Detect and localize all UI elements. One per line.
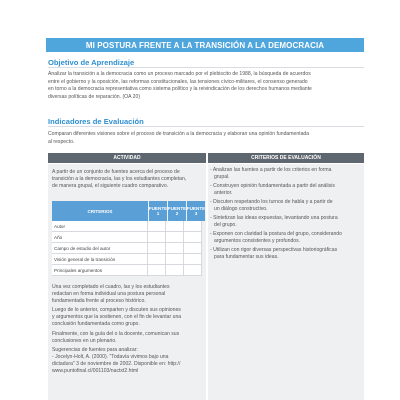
activity-column-header: ACTIVIDAD: [48, 153, 206, 163]
comparison-row: [52, 221, 202, 232]
objective-rule: [48, 67, 364, 68]
comparison-header-criteria: CRITERIOS: [52, 201, 149, 221]
activity-line: Sugerencias de fuentes para analizar:: [52, 347, 138, 354]
comparison-row-label: Principales argumentos: [52, 265, 148, 276]
activity-line: dictadura" 3 de noviembre de 2002. Disponible en: http://: [52, 360, 181, 367]
criteria-line: un diálogo constructivo.: [214, 205, 268, 212]
indicators-rule: [48, 126, 364, 127]
comparison-cell[interactable]: [184, 254, 202, 265]
criteria-item: [210, 167, 362, 181]
comparison-cell[interactable]: [166, 221, 184, 232]
comparison-cell[interactable]: [184, 232, 202, 243]
criteria-item: [210, 247, 362, 261]
page-title: MI POSTURA FRENTE A LA TRANSICIÓN A LA DEMOCRACIA: [46, 38, 364, 52]
criteria-line: - Sintetizan las ideas expuestas, levantando una postura: [210, 215, 338, 222]
comparison-row-label: Autor: [52, 221, 148, 232]
activity-line: Una vez completado el cuadro, las y los estudiantes: [52, 284, 170, 290]
comparison-cell[interactable]: [148, 254, 166, 265]
objective-heading: Objetivo de Aprendizaje: [48, 58, 135, 67]
criteria-line: argumentos consistentes y profundos.: [214, 238, 301, 245]
criteria-column-header: CRITERIOS DE EVALUACIÓN: [208, 153, 364, 163]
objective-line: diversas políticas de reparación. (OA 20): [48, 93, 141, 100]
activity-line: redactan en forma individual una postura personal: [52, 290, 166, 297]
criteria-list: [210, 167, 362, 264]
criteria-line: grupal.: [214, 173, 230, 180]
activity-line: y argumentos que la sostienen, con el fin de levantar una: [52, 314, 182, 321]
comparison-cell[interactable]: [166, 265, 184, 276]
criteria-item: [210, 183, 362, 197]
indicators-text: [48, 131, 362, 146]
criteria-line: para fundamentar sus ideas.: [214, 254, 279, 261]
comparison-cell[interactable]: [184, 243, 202, 254]
comparison-cell[interactable]: [148, 243, 166, 254]
comparison-header-source-1: FUENTE 1: [149, 201, 168, 221]
comparison-cell[interactable]: [148, 265, 166, 276]
activity-intro-line: A partir de un conjunto de fuentes acerca del proceso de: [52, 169, 180, 175]
indicators-line: Comparan diferentes visiones sobre el proceso de transición a la democracia y elaboran una opinión fundamentada: [48, 131, 310, 137]
activity-line: conclusiones en un plenario.: [52, 337, 117, 344]
objective-line: Analizar la transición a la democracia como un proceso marcado por el plebiscito de 1988, la búsqueda de acuerdos: [48, 71, 311, 77]
activity-instructions: [52, 284, 204, 375]
criteria-line: - Analizan las fuentes a partir de los criterios en forma: [210, 167, 332, 173]
comparison-cell[interactable]: [166, 243, 184, 254]
comparison-header-source-3: FUENTE 3: [187, 201, 206, 221]
comparison-cell[interactable]: [148, 232, 166, 243]
criteria-line: - Discuten respetando los turnos de habla y a partir de: [210, 199, 333, 206]
comparison-row-label: Visión general de la transición: [52, 254, 148, 265]
comparison-header-source-2: FUENTE 2: [168, 201, 187, 221]
activity-intro-line: transición a la democracia, las y los estudiantes completan,: [52, 175, 187, 182]
comparison-row: [52, 232, 202, 243]
comparison-row-label: Año: [52, 232, 148, 243]
indicators-line: al respecto.: [48, 138, 75, 145]
criteria-line: anterior.: [214, 189, 233, 196]
comparison-cell[interactable]: [184, 221, 202, 232]
objective-line: en torno a la democracia representativa como sistema político y la reivindicación de los derechos humanos mediante: [48, 86, 312, 93]
criteria-line: del grupo.: [214, 222, 237, 229]
activity-line: Luego de lo anterior, comparten y discuten sus opiniones: [52, 307, 181, 314]
comparison-row: [52, 243, 202, 254]
criteria-item: [210, 199, 362, 213]
activity-line: - Jocelyn-Holt, A. (2000). "Todavía vivimos bajo una: [52, 354, 169, 361]
criteria-item: [210, 231, 362, 245]
criteria-line: - Exponen con claridad la postura del grupo, considerando: [210, 231, 342, 238]
comparison-row-label: Campo de estudio del autor: [52, 243, 148, 254]
activity-intro-line: de manera grupal, el siguiente cuadro comparativo.: [52, 182, 169, 189]
objective-line: entre el gobierno y la oposición, las reformas constitucionales, las tensiones cívico-militares, el consenso generado: [48, 78, 308, 85]
comparison-cell[interactable]: [166, 254, 184, 265]
comparison-row: [52, 254, 202, 265]
source-link[interactable]: www.puntofinal.cl/001103/nactxt2.html: [52, 367, 139, 374]
comparison-cell[interactable]: [184, 265, 202, 276]
activity-intro: [52, 169, 204, 189]
comparison-cell[interactable]: [148, 221, 166, 232]
objective-text: [48, 71, 362, 101]
activity-line: conclusión fundamentada como grupo.: [52, 320, 140, 327]
activity-line: Finalmente, con la guía del o la docente, comunican sus: [52, 330, 180, 337]
comparison-cell[interactable]: [166, 232, 184, 243]
comparison-table-header: [52, 201, 206, 221]
criteria-line: - Construyen opinión fundamentada a partir del análisis: [210, 183, 335, 190]
indicators-heading: Indicadores de Evaluación: [48, 117, 144, 126]
activity-line: fundamentada frente al proceso histórico.: [52, 297, 146, 304]
criteria-line: - Utilizan con rigor diversas perspectivas historiográficas: [210, 247, 338, 254]
comparison-row: [52, 265, 202, 276]
criteria-item: [210, 215, 362, 229]
